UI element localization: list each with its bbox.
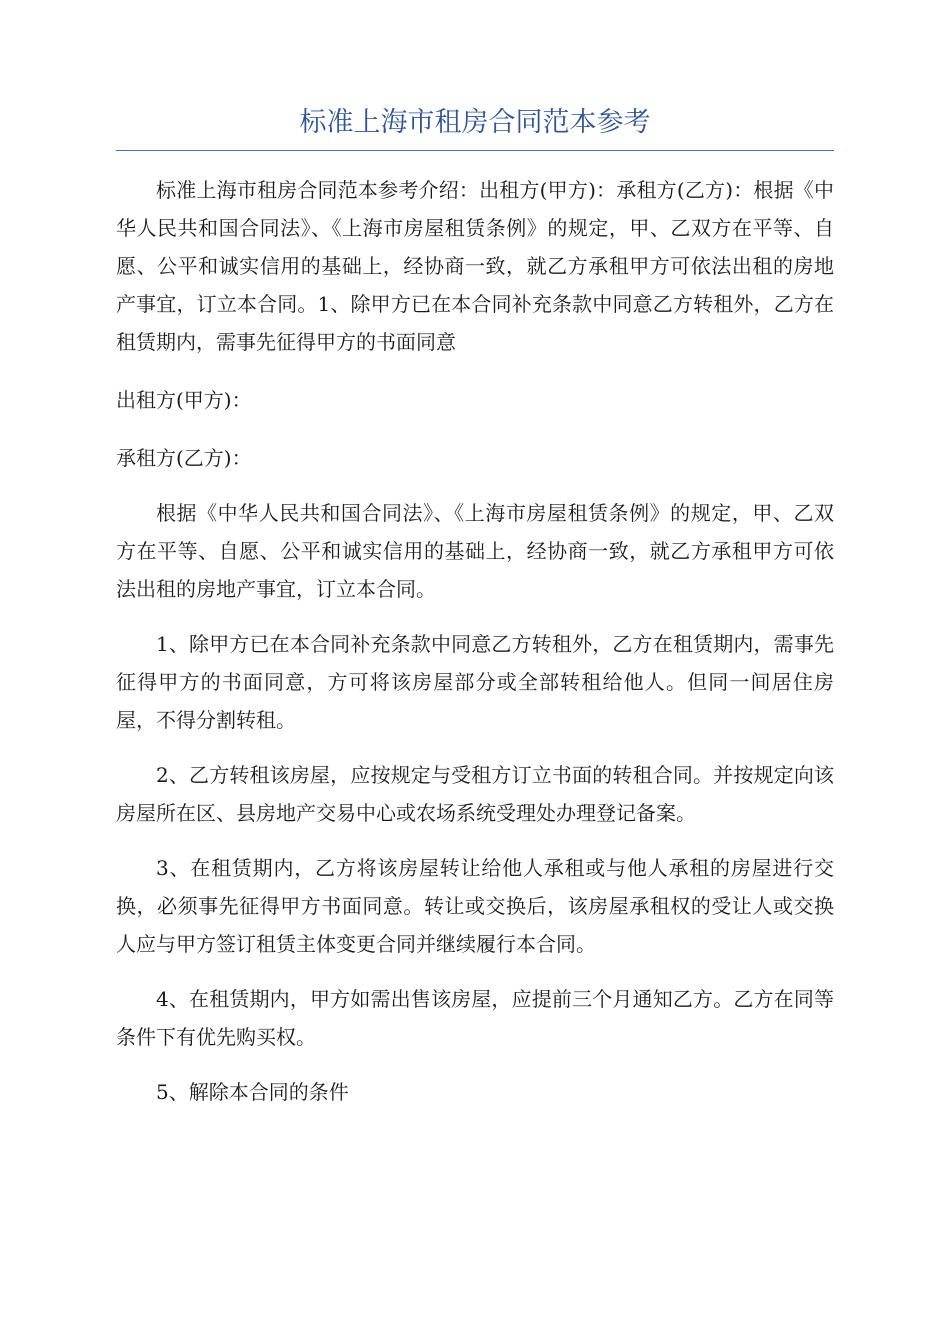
document-title: 标准上海市租房合同范本参考: [116, 104, 834, 151]
party-b-line: 承租方(乙方)：: [116, 445, 252, 470]
clause-5: 5、解除本合同的条件: [156, 1079, 349, 1104]
clause-4: 4、在租赁期内，甲方如需出售该房屋，应提前三个月通知乙方。乙方在同等条件下有优先购买权。: [116, 986, 834, 1049]
party-a-line: 出租方(甲方)：: [116, 387, 252, 412]
clause-1: 1、除甲方已在本合同补充条款中同意乙方转租外，乙方在租赁期内，需事先征得甲方的书面同意，方可将该房屋部分或全部转租给他人。但同一间居住房屋，不得分割转租。: [116, 631, 834, 732]
clause-2: 2、乙方转租该房屋，应按规定与受租方订立书面的转租合同。并按规定向该房屋所在区、县房地产交易中心或农场系统受理处办理登记备案。: [116, 762, 834, 825]
clause-3: 3、在租赁期内，乙方将该房屋转让给他人承租或与他人承租的房屋进行交换，必须事先征得甲方书面同意。转让或交换后，该房屋承租权的受让人或交换人应与甲方签订租赁主体变更合同并继续履行本合同。: [116, 855, 834, 956]
preamble-paragraph: 根据《中华人民共和国合同法》、《上海市房屋租赁条例》的规定，甲、乙双方在平等、自愿、公平和诚实信用的基础上，经协商一致，就乙方承租甲方可依法出租的房地产事宜，订立本合同。: [116, 500, 834, 601]
intro-paragraph: 标准上海市租房合同范本参考介绍：出租方(甲方)：承租方(乙方)：根据《中华人民共和国合同法》、《上海市房屋租赁条例》的规定，甲、乙双方在平等、自愿、公平和诚实信用的基础上，经协商一致，就乙方承租甲方可依法出租的房地产事宜，订立本合同。1、除甲方已在本合同补充条款中同意乙方转租外，乙方在租赁期内，需事先征得甲方的书面同意: [116, 177, 834, 354]
document-page: [116, 104, 834, 1111]
